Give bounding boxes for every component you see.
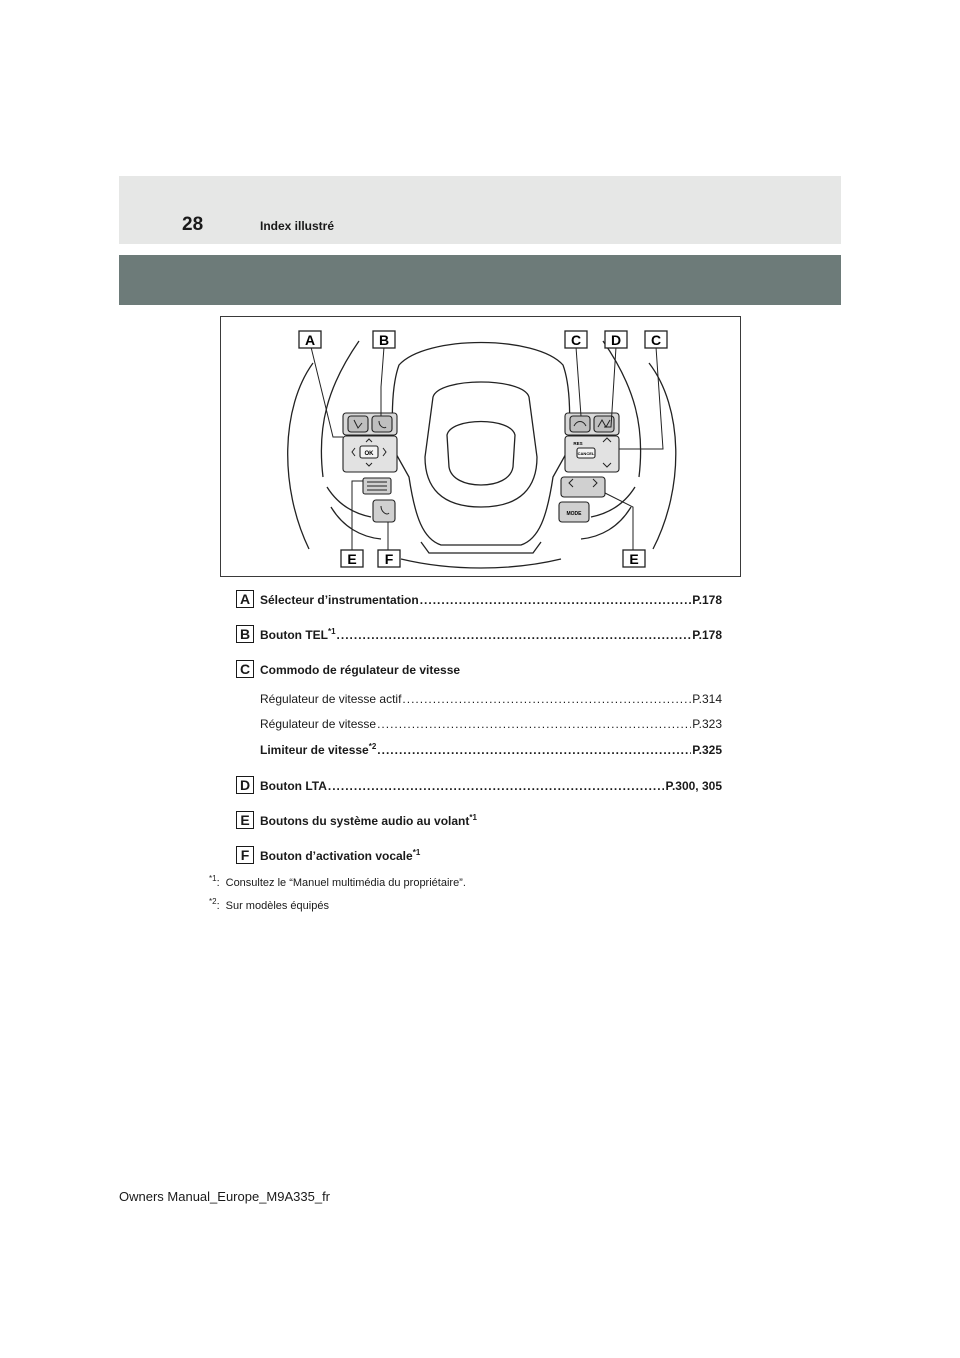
header-band <box>119 176 841 244</box>
svg-text:C: C <box>650 332 662 348</box>
entry-lta-button <box>236 776 722 796</box>
svg-text:F: F <box>384 551 394 567</box>
dot-leader <box>420 593 691 607</box>
callout-c-left <box>565 331 587 348</box>
callout-a <box>299 331 321 348</box>
footnote-mark: *1 <box>209 874 217 883</box>
audio-switch-right <box>561 477 605 497</box>
dot-leader <box>402 692 691 706</box>
entry-text: Bouton TEL <box>260 628 328 642</box>
entry-text: Sélecteur d’instrumentation <box>260 593 419 607</box>
entry-text: Bouton LTA <box>260 779 327 793</box>
entry-text: Bouton d’activation vocale <box>260 849 413 863</box>
entry-page-ref[interactable]: P.314 <box>692 692 722 706</box>
svg-text:D: D <box>610 332 622 348</box>
callout-c-right <box>645 331 667 348</box>
entry-row <box>260 663 722 677</box>
tel-button <box>372 416 392 432</box>
entry-page-ref[interactable]: P.325 <box>692 743 722 757</box>
footer-doc-id: Owners Manual_Europe_M9A335_fr <box>119 1189 331 1204</box>
section-title: Index illustré <box>260 219 335 233</box>
entry-tel-button <box>236 625 722 645</box>
svg-text:A: A <box>304 332 316 348</box>
entry-badge: C <box>236 660 254 678</box>
entry-text: Régulateur de vitesse <box>260 717 377 731</box>
page-number: 28 <box>182 214 204 235</box>
entry-text: Commodo de régulateur de vitesse <box>260 663 461 677</box>
entry-badge: F <box>236 846 254 864</box>
callout-b <box>373 331 395 348</box>
steering-wheel-illustration <box>221 317 741 577</box>
footnote-text: Sur modèles équipés <box>225 900 329 912</box>
entry-speed-limiter <box>236 740 722 760</box>
callout-e-right <box>623 550 645 567</box>
mode-label: MODE <box>566 511 582 517</box>
entry-page-ref[interactable]: P.178 <box>692 593 722 607</box>
entry-cruise-control <box>236 714 722 734</box>
entry-row <box>260 717 722 731</box>
entry-badge: B <box>236 625 254 643</box>
callout-e-left <box>341 550 363 567</box>
entry-row <box>260 692 722 706</box>
entry-adaptive-cruise <box>236 689 722 709</box>
entry-voice-button <box>236 846 722 866</box>
svg-text:C: C <box>570 332 582 348</box>
footnote-mark: *1 <box>469 813 477 822</box>
voice-button <box>373 500 395 522</box>
distance-button <box>570 416 590 432</box>
entry-cruise-control-switch <box>236 660 722 680</box>
cancel-label: CANCEL <box>577 451 595 456</box>
steering-wheel-figure <box>220 316 741 577</box>
entry-row <box>260 779 722 793</box>
entry-row <box>260 814 722 828</box>
entry-audio-switches <box>236 811 722 831</box>
entry-text: Limiteur de vitesse <box>260 743 369 757</box>
svg-text:E: E <box>629 551 639 567</box>
entry-badge: E <box>236 811 254 829</box>
entry-badge: D <box>236 776 254 794</box>
callout-f <box>378 550 400 567</box>
entry-row <box>260 628 722 642</box>
entry-page-ref[interactable]: P.300, 305 <box>665 779 722 793</box>
meter-icon-button <box>348 416 368 432</box>
svg-text:B: B <box>378 332 390 348</box>
entry-page-ref[interactable]: P.323 <box>692 717 722 731</box>
footnote-mark: *2 <box>368 742 377 751</box>
footnote-mark: *1 <box>412 848 421 857</box>
entry-badge: A <box>236 590 254 608</box>
footnote-mark: *2 <box>209 897 217 906</box>
entry-instrument-selector <box>236 590 722 610</box>
dot-leader <box>377 717 691 731</box>
entry-page-ref[interactable]: P.178 <box>692 628 722 642</box>
callout-d <box>605 331 627 348</box>
svg-text:E: E <box>347 551 357 567</box>
entry-text: Boutons du système audio au volant <box>260 814 470 828</box>
ok-label: OK <box>364 451 374 457</box>
res-label: RES <box>573 441 583 446</box>
dot-leader <box>377 743 691 757</box>
footnote-mark: *1 <box>327 627 336 636</box>
footnote-2: $^{*2}$: Sur modèles équipés <box>209 897 329 912</box>
entry-text: Régulateur de vitesse actif <box>260 692 402 706</box>
entry-row <box>260 593 722 607</box>
entry-row <box>260 849 722 863</box>
footnote-1: $^{*1}$: Consultez le “Manuel multimédia du propriétaire”. <box>209 874 466 889</box>
dot-leader <box>328 779 665 793</box>
entry-row <box>260 743 722 757</box>
title-band <box>119 255 841 305</box>
dot-leader <box>337 628 692 642</box>
footnote-text: Consultez le “Manuel multimédia du propriétaire”. <box>225 877 466 889</box>
